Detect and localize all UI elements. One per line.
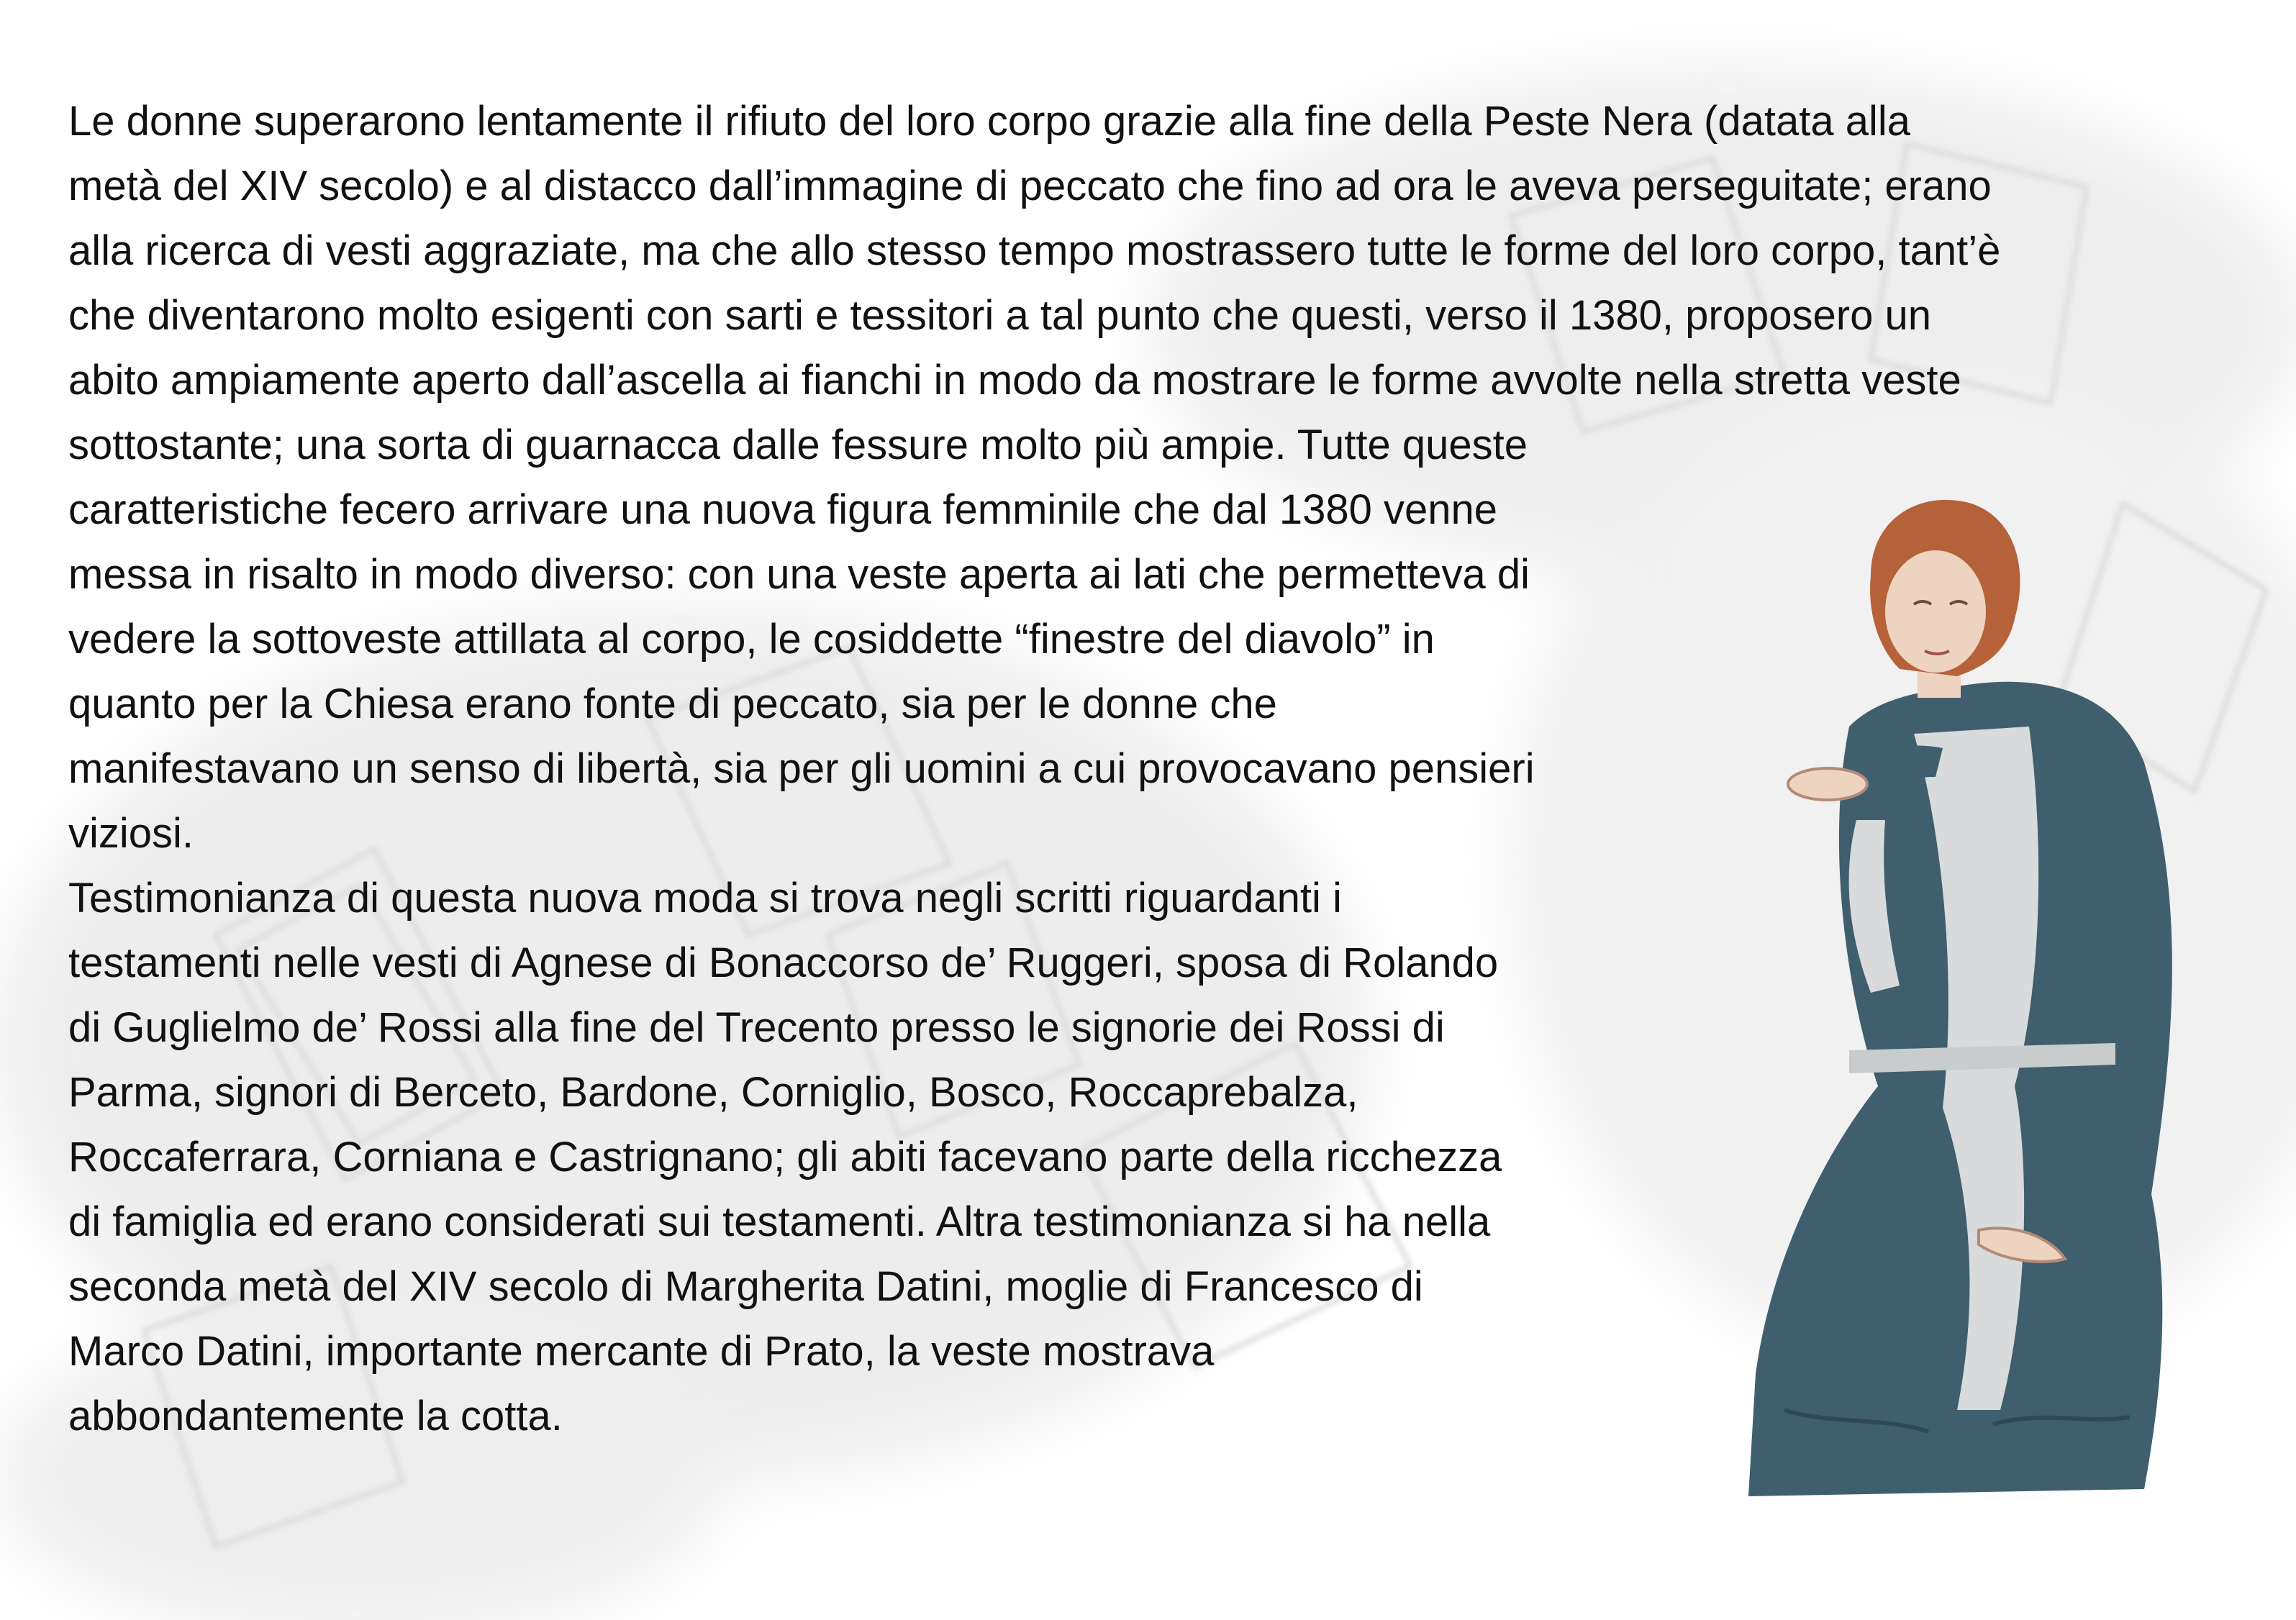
text-line: Marco Datini, importante mercante di Prato, la veste mostrava [68, 1328, 1215, 1375]
text-line: sottostante; una sorta di guarnacca dalle fessure molto più ampie. Tutte queste [68, 422, 1528, 468]
text-line: che diventarono molto esigenti con sarti e tessitori a tal punto che questi, verso il 1380, proposero un [68, 292, 1931, 339]
text-line: vedere la sottoveste attillata al corpo, le cosiddette “finestre del diavolo” in [68, 616, 1435, 663]
text-line: caratteristiche fecero arrivare una nuova figura femminile che dal 1380 venne [68, 486, 1497, 533]
text-line: abito ampiamente aperto dall’ascella ai fianchi in modo da mostrare le forme avvolte nella stretta veste [68, 357, 1961, 404]
text-line: Le donne superarono lentamente il rifiuto del loro corpo grazie alla fine della Peste Nera (datata alla [68, 98, 1911, 145]
text-line: manifestavano un senso di libertà, sia per gli uomini a cui provocavano pensieri [68, 745, 1535, 792]
text-line: Testimonianza di questa nuova moda si trova negli scritti riguardanti i [68, 875, 1342, 922]
text-line: messa in risalto in modo diverso: con una veste aperta ai lati che permetteva di [68, 551, 1530, 598]
text-line: alla ricerca di vesti aggraziate, ma che allo stesso tempo mostrassero tutte le forme del loro corpo, tant’è [68, 227, 2001, 274]
text-line: di Guglielmo de’ Rossi alla fine del Trecento presso le signorie dei Rossi di [68, 1004, 1445, 1051]
text-line: abbondantemente la cotta. [68, 1393, 563, 1439]
text-line: testamenti nelle vesti di Agnese di Bonaccorso de’ Ruggeri, sposa di Rolando [68, 939, 1499, 986]
text-line: metà del XIV secolo) e al distacco dall’immagine di peccato che fino ad ora le aveva perseguitate; erano [68, 163, 1992, 209]
text-line: Roccaferrara, Corniana e Castrignano; gli abiti facevano parte della ricchezza [68, 1134, 1502, 1180]
body-text [68, 89, 2000, 1449]
text-line: di famiglia ed erano considerati sui testamenti. Altra testimonianza si ha nella [68, 1198, 1491, 1245]
text-line: viziosi. [68, 810, 194, 857]
text-line: quanto per la Chiesa erano fonte di peccato, sia per le donne che [68, 681, 1277, 727]
text-line: seconda metà del XIV secolo di Margherita Datini, moglie di Francesco di [68, 1263, 1423, 1310]
text-line: Parma, signori di Berceto, Bardone, Corniglio, Bosco, Roccaprebalza, [68, 1069, 1358, 1116]
